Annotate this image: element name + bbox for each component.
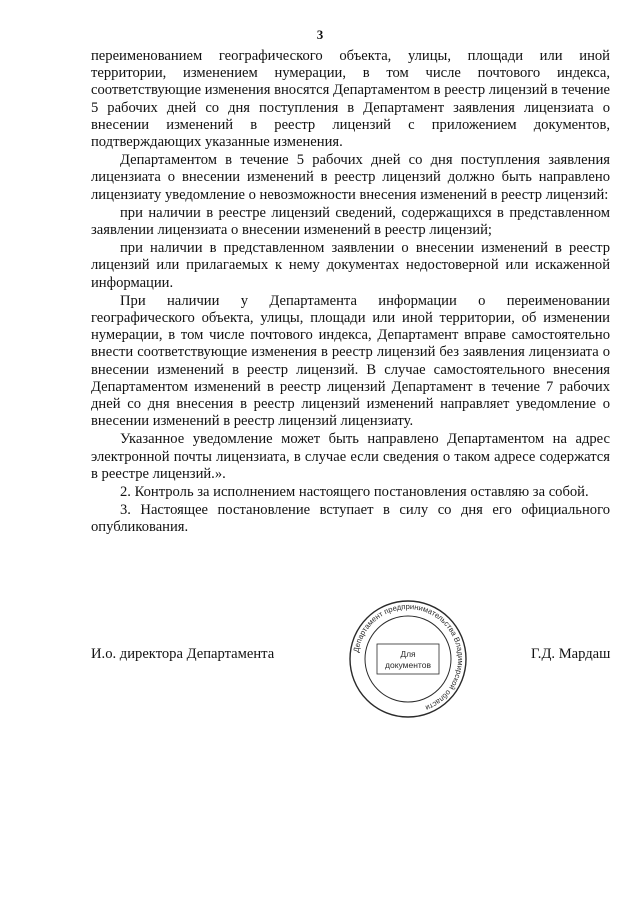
official-stamp (347, 598, 469, 720)
page-number: 3 (316, 27, 324, 42)
stamp-center-line1: Для (400, 649, 416, 659)
paragraph-control: 2. Контроль за исполнением настоящего постановления оставляю за собой. (120, 484, 589, 501)
stamp-outer-ring (350, 601, 466, 717)
paragraph-email: Указанное уведомление может быть направлено Департаментом на адрес электронной почты лицензиата, в случае если сведения о таком адресе содержатся в реестре лицензий.». (91, 431, 610, 482)
paragraph-self-update: При наличии у Департамента информации о переименовании географического объекта, улицы, площади или иной территории, об изменении нумерации, в том числе почтового индекса, Департамент вправе самостоятельно внести соответствующие изменения в реестр лицензий без заявления лицензиата о внесении изменений в реестр лицензий. В случае самостоятельного внесения Департаментом изменений в реестр лицензий Департамент в течение 7 рабочих дней со дня внесения в реестр лицензий изменений направляет уведомление о внесении изменений в реестр лицензий лицензиату. (91, 292, 610, 430)
stamp-inner-ring (365, 616, 451, 702)
paragraph-notification: Департаментом в течение 5 рабочих дней со дня поступления заявления лицензиата о внесении изменений в реестр лицензий должно быть направлено лицензиату уведомление о невозможности внесения изменений в реестр лицензий: (91, 152, 610, 203)
paragraph-condition-2: при наличии в представленном заявлении о внесении изменений в реестр лицензий или прилагаемых к нему документах недостоверной или искаженной информации. (91, 240, 610, 291)
document-body (91, 48, 610, 537)
stamp-ring-text: Департамент предпринимательства Владимирской области (351, 601, 466, 713)
paragraph-condition-1: при наличии в реестре лицензий сведений, содержащихся в представленном заявлении лицензиата о внесении изменений в реестр лицензий; (91, 204, 610, 239)
signature-position: И.о. директора Департамента (91, 646, 275, 662)
signature-name: Г.Д. Мардаш (531, 646, 611, 662)
stamp-center-line2: документов (385, 660, 431, 670)
paragraph-effective: 3. Настоящее постановление вступает в силу со дня его официального опубликования. (91, 502, 610, 536)
paragraph-continuation: переименованием географического объекта, улицы, площади или иной территории, изменением нумерации, в том числе почтового индекса, соответствующие изменения вносятся Департаментом в реестр лицензий в течение 5 рабочих дней со дня поступления в Департамент заявления лицензиата о внесении изменений в реестр лицензий с приложением документов, подтверждающих указанные изменения. (91, 48, 610, 151)
